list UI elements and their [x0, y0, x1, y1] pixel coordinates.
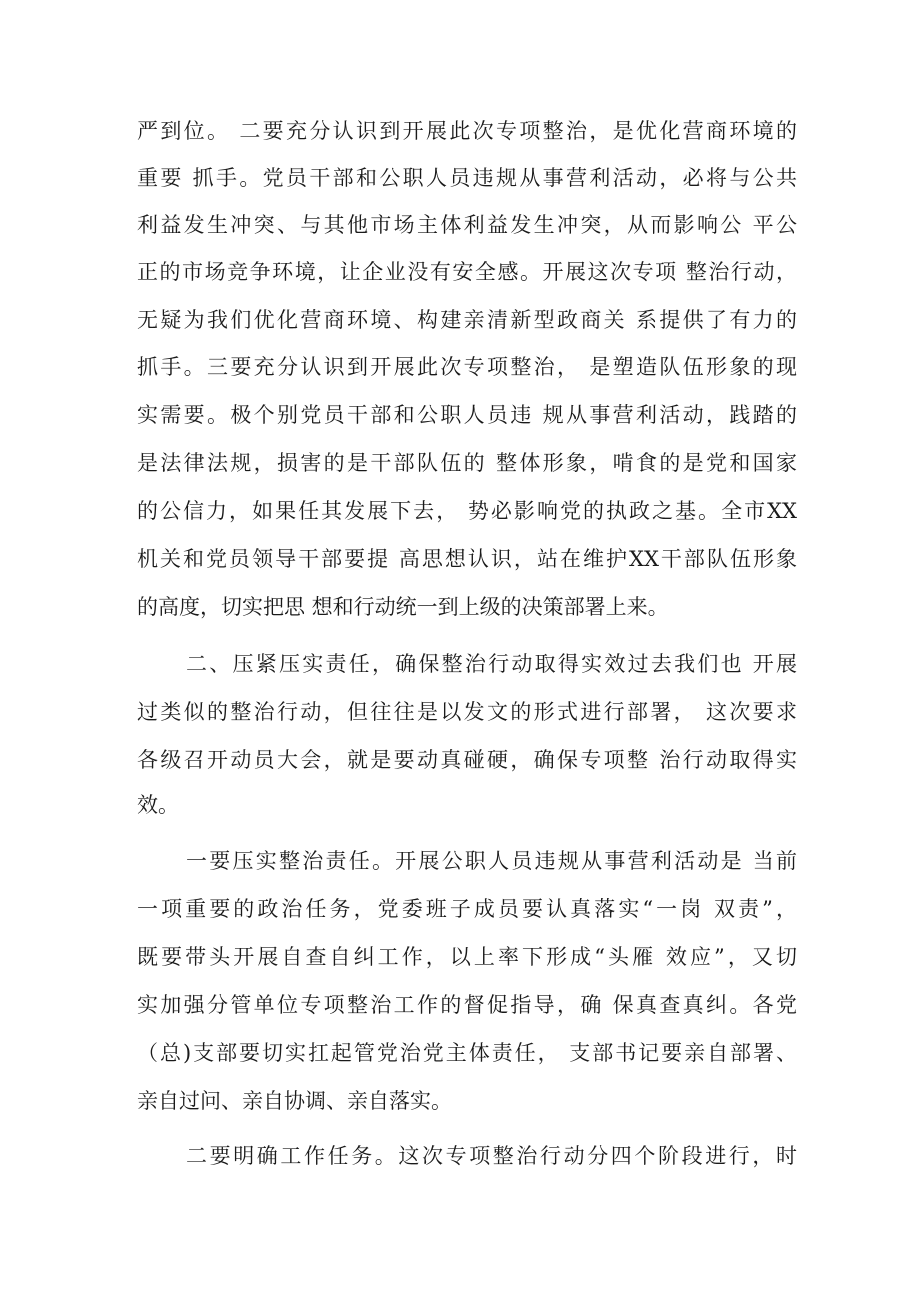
- text-line: 各级召开动员大会，就是要动真碰硬，确保专项整 治行动取得实: [137, 748, 797, 772]
- text-line: 的高度，切实把思 想和行动统一到上级的决策部署上来。: [137, 595, 669, 619]
- text-line: 二要明确工作任务。这次专项整治行动分四个阶段进行，时: [186, 1144, 797, 1168]
- text-line: 实加强分管单位专项整治工作的督促指导，确 保真查真纠。各党: [137, 993, 797, 1017]
- text-line: 既要带头开展自查自纠工作，以上率下形成“头雁 效应”，又切: [137, 945, 797, 969]
- text-line: 严到位。 二要充分认识到开展此次专项整治，是优化营商环境的: [137, 119, 797, 143]
- text-line: 是法律法规，损害的是干部队伍的 整体形象，啃食的是党和国家: [137, 451, 797, 475]
- text-line: 过类似的整治行动，但往往是以发文的形式进行部署， 这次要求: [137, 700, 797, 724]
- text-line: 亲自过问、亲自协调、亲自落实。: [137, 1089, 452, 1113]
- text-line: 无疑为我们优化营商环境、构建亲清新型政商关 系提供了有力的: [137, 308, 797, 332]
- text-line: 利益发生冲突、与其他市场主体利益发生冲突，从而影响公 平公: [137, 213, 797, 237]
- text-line: 一要压实整治责任。开展公职人员违规从事营利活动是 当前: [186, 849, 797, 873]
- text-line: 的公信力，如果任其发展下去， 势必影响党的执政之基。全市XX: [137, 499, 797, 523]
- text-line: 机关和党员领导干部要提 高思想认识，站在维护XX干部队伍形象: [137, 547, 797, 571]
- text-line: 效。: [137, 793, 179, 817]
- text-line: 抓手。三要充分认识到开展此次专项整治， 是塑造队伍形象的现: [137, 355, 797, 379]
- text-line: 二、压紧压实责任，确保整治行动取得实效过去我们也 开展: [186, 652, 797, 676]
- text-line: 重要 抓手。党员干部和公职人员违规从事营利活动，必将与公共: [137, 166, 797, 190]
- text-line: 实需要。极个别党员干部和公职人员违 规从事营利活动，践踏的: [137, 403, 797, 427]
- text-line: 正的市场竞争环境，让企业没有安全感。开展这次专项 整治行动，: [137, 260, 797, 284]
- text-line: （总)支部要切实扛起管党治党主体责任， 支部书记要亲自部署、: [137, 1041, 797, 1065]
- text-line: 一项重要的政治任务，党委班子成员要认真落实“一岗 双责”，: [137, 897, 797, 921]
